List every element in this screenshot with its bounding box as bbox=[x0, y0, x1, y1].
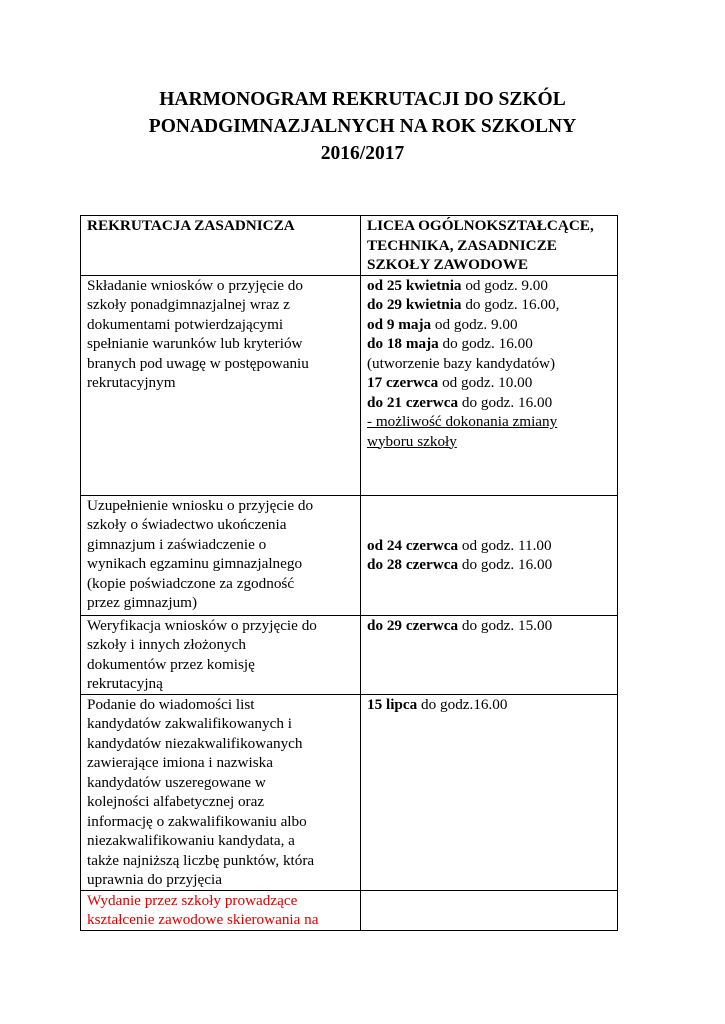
row-2-text-line: (kopie poświadczone za zgodność bbox=[87, 574, 295, 592]
row-1-text-line: szkoły ponadgimnazjalnej wraz z bbox=[87, 296, 290, 313]
row-4-text-line: kandydatów zakwalifikowanych i bbox=[87, 715, 292, 732]
title-line-1: HARMONOGRAM REKRUTACJI DO SZKÓL bbox=[159, 89, 566, 110]
row-2-text-line: Uzupełnienie wniosku o przyjęcie do bbox=[87, 496, 314, 514]
header-cell-recruitment bbox=[81, 216, 361, 276]
row-1-dates bbox=[361, 275, 618, 495]
table-row bbox=[81, 275, 618, 495]
row-3-activity bbox=[81, 615, 361, 694]
row-1-text-line: spełnianie warunków lub kryteriów bbox=[87, 335, 303, 352]
row-2-text-line: gimnazjum i zaświadczenie o bbox=[87, 535, 267, 553]
row-4-text-line: kandydatów niezakwalifikowanych bbox=[87, 734, 303, 752]
table-header-row bbox=[81, 216, 618, 276]
date-line: do 28 czerwca do godz. 16.00 bbox=[367, 556, 553, 573]
row-4-text-line: niezakwalifikowaniu kandydata, a bbox=[87, 832, 295, 849]
date-note-underlined: - możliwość dokonania zmiany bbox=[367, 413, 558, 430]
table-row bbox=[81, 615, 618, 694]
date-line: 17 czerwca od godz. 10.00 bbox=[367, 374, 533, 391]
row-3-text-line: szkoły i innych złożonych bbox=[87, 636, 247, 653]
row-4-text-line: zawierające imiona i nazwiska bbox=[87, 754, 273, 771]
row-1-text-line: branych pod uwagę w postępowaniu bbox=[87, 354, 309, 372]
row-4-text-line: kandydatów uszeregowane w bbox=[87, 773, 266, 791]
row-3-text-line: rekrutacyjną bbox=[87, 675, 163, 692]
row-1-text-line: Składanie wniosków o przyjęcie do bbox=[87, 276, 303, 294]
schedule-table bbox=[80, 215, 618, 931]
date-line: od 25 kwietnia od godz. 9.00 bbox=[367, 276, 548, 294]
table-row bbox=[81, 890, 618, 930]
row-4-text-line: także najniższą liczbę punktów, która bbox=[87, 851, 315, 869]
header-right-line-3: SZKOŁY ZAWODOWE bbox=[367, 256, 529, 273]
row-4-text-line: uprawnia do przyjęcia bbox=[87, 871, 222, 888]
row-5-dates-empty bbox=[361, 890, 618, 930]
row-5-text-line: Wydanie przez szkoły prowadzące bbox=[87, 891, 298, 909]
row-2-text-line: wynikach egzaminu gimnazjalnego bbox=[87, 555, 303, 572]
row-2-text-line: przez gimnazjum) bbox=[87, 594, 198, 611]
row-1-text-line: dokumentami potwierdzającymi bbox=[87, 315, 284, 333]
date-line: od 9 maja od godz. 9.00 bbox=[367, 315, 518, 333]
row-5-activity bbox=[81, 890, 361, 930]
row-2-text-line: szkoły o świadectwo ukończenia bbox=[87, 516, 287, 533]
row-2-dates bbox=[361, 495, 618, 615]
header-right-line-2: TECHNIKA, ZASADNICZE bbox=[367, 236, 557, 254]
header-right-line-1: LICEA OGÓLNOKSZTAŁCĄCE, bbox=[367, 217, 594, 234]
date-note-underlined: wyboru szkoły bbox=[367, 432, 457, 450]
date-line: do 21 czerwca do godz. 16.00 bbox=[367, 393, 553, 411]
date-note: (utworzenie bazy kandydatów) bbox=[367, 354, 556, 372]
header-cell-school-types bbox=[361, 216, 618, 276]
row-3-text-line: Weryfikacja wniosków o przyjęcie do bbox=[87, 616, 317, 634]
row-4-dates bbox=[361, 694, 618, 890]
title-line-3: 2016/2017 bbox=[320, 143, 405, 164]
row-5-text-line: kształcenie zawodowe skierowania na bbox=[87, 911, 319, 928]
row-4-text-line: informację o zakwalifikowaniu albo bbox=[87, 812, 307, 830]
row-1-activity bbox=[81, 275, 361, 495]
row-3-dates bbox=[361, 615, 618, 694]
row-2-activity bbox=[81, 495, 361, 615]
date-line: 15 lipca do godz.16.00 bbox=[367, 695, 508, 713]
date-line: do 18 maja do godz. 16.00 bbox=[367, 335, 533, 352]
document-title bbox=[60, 86, 665, 167]
date-line: do 29 kwietnia do godz. 16.00, bbox=[367, 296, 560, 313]
row-4-activity bbox=[81, 694, 361, 890]
table-row bbox=[81, 694, 618, 890]
row-3-text-line: dokumentów przez komisję bbox=[87, 655, 255, 673]
table-row bbox=[81, 495, 618, 615]
date-line: do 29 czerwca do godz. 15.00 bbox=[367, 616, 553, 634]
date-line: od 24 czerwca od godz. 11.00 bbox=[367, 536, 552, 554]
header-left-text: REKRUTACJA ZASADNICZA bbox=[87, 217, 295, 234]
row-4-text-line: Podanie do wiadomości list bbox=[87, 695, 255, 713]
row-1-text-line: rekrutacyjnym bbox=[87, 374, 176, 391]
row-4-text-line: kolejności alfabetycznej oraz bbox=[87, 793, 265, 810]
title-line-2: PONADGIMNAZJALNYCH NA ROK SZKOLNY bbox=[148, 116, 577, 137]
